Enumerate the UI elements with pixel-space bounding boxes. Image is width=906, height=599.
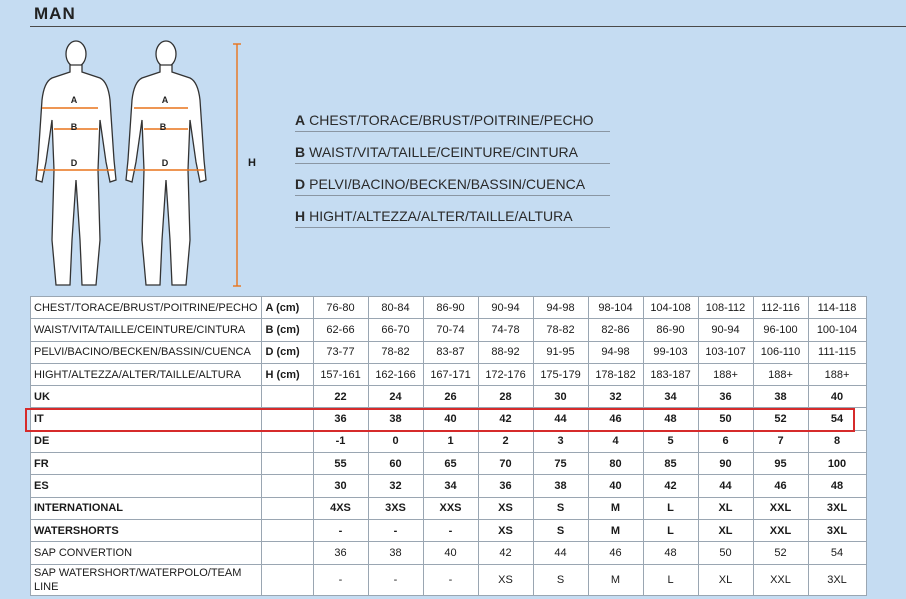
size-row (31, 430, 867, 452)
size-cell: - (313, 564, 368, 595)
size-cell: 3 (533, 430, 588, 452)
size-row (31, 542, 867, 564)
size-cell: XXL (753, 497, 808, 519)
size-cell: 52 (753, 408, 808, 430)
size-cell: XXS (423, 497, 478, 519)
title-divider (30, 26, 906, 27)
size-cell: 22 (313, 386, 368, 408)
size-cell: 90 (698, 453, 753, 475)
page-title: MAN (34, 4, 76, 23)
size-cell: 38 (368, 542, 423, 564)
size-cell: - (423, 564, 478, 595)
size-cell: 188+ (808, 363, 866, 385)
size-row (31, 564, 867, 595)
size-cell: 188+ (698, 363, 753, 385)
size-cell: 30 (533, 386, 588, 408)
size-cell: L (643, 564, 698, 595)
legend-item (295, 100, 610, 132)
size-cell: 36 (313, 542, 368, 564)
back-label-b: B (159, 122, 167, 132)
size-cell: 36 (698, 386, 753, 408)
size-cell: 75 (533, 453, 588, 475)
size-cell: 32 (588, 386, 643, 408)
size-cell: S (533, 564, 588, 595)
legend-text: CHEST/TORACE/BRUST/POITRINE/PECHO (309, 111, 594, 128)
size-cell: 36 (313, 408, 368, 430)
legend-item (295, 196, 610, 228)
row-label: WAIST/VITA/TAILLE/CEINTURE/CINTURA (31, 319, 262, 341)
row-label: SAP CONVERTION (31, 542, 262, 564)
size-cell: 96-100 (753, 319, 808, 341)
legend-letter: B (295, 143, 306, 160)
size-cell: 42 (643, 475, 698, 497)
size-cell: 65 (423, 453, 478, 475)
size-cell: 80 (588, 453, 643, 475)
size-cell: 111-115 (808, 341, 866, 363)
row-unit (261, 475, 313, 497)
size-row (31, 341, 867, 363)
size-cell: 44 (533, 542, 588, 564)
size-cell: 73-77 (313, 341, 368, 363)
size-cell: 80-84 (368, 297, 423, 319)
size-row (31, 386, 867, 408)
size-cell: 40 (423, 542, 478, 564)
row-unit (261, 519, 313, 541)
front-label-b: B (70, 122, 78, 132)
size-cell: 99-103 (643, 341, 698, 363)
size-cell: 4 (588, 430, 643, 452)
size-cell: 108-112 (698, 297, 753, 319)
size-cell: 172-176 (478, 363, 533, 385)
size-cell: 44 (698, 475, 753, 497)
row-label: SAP WATERSHORT/WATERPOLO/TEAM LINE (31, 564, 262, 595)
size-cell: XXL (753, 564, 808, 595)
row-label: IT (31, 408, 262, 430)
front-label-d: D (70, 158, 78, 168)
legend-text: PELVI/BACINO/BECKEN/BASSIN/CUENCA (309, 175, 586, 192)
size-cell: L (643, 519, 698, 541)
back-label-a: A (161, 95, 169, 105)
size-cell: XS (478, 497, 533, 519)
size-cell: 112-116 (753, 297, 808, 319)
size-row (31, 363, 867, 385)
size-cell: S (533, 519, 588, 541)
size-cell: 4XS (313, 497, 368, 519)
size-cell: 38 (533, 475, 588, 497)
size-cell: 2 (478, 430, 533, 452)
size-cell: M (588, 497, 643, 519)
size-cell: S (533, 497, 588, 519)
size-cell: 94-98 (588, 341, 643, 363)
size-cell: 162-166 (368, 363, 423, 385)
size-cell: 8 (808, 430, 866, 452)
size-cell: M (588, 519, 643, 541)
size-cell: XL (698, 564, 753, 595)
size-cell: 48 (643, 408, 698, 430)
size-cell: - (368, 564, 423, 595)
size-cell: L (643, 497, 698, 519)
size-cell: 86-90 (643, 319, 698, 341)
size-cell: 6 (698, 430, 753, 452)
size-row (31, 519, 867, 541)
size-cell: 106-110 (753, 341, 808, 363)
front-label-a: A (70, 95, 78, 105)
size-cell: 38 (368, 408, 423, 430)
size-cell: 42 (478, 408, 533, 430)
row-unit (261, 386, 313, 408)
size-cell: 40 (588, 475, 643, 497)
size-cell: 76-80 (313, 297, 368, 319)
row-label: ES (31, 475, 262, 497)
row-unit: H (cm) (261, 363, 313, 385)
size-cell: 86-90 (423, 297, 478, 319)
size-cell: 62-66 (313, 319, 368, 341)
size-chart-table (30, 296, 867, 596)
size-cell: 183-187 (643, 363, 698, 385)
row-unit: D (cm) (261, 341, 313, 363)
size-cell: 50 (698, 408, 753, 430)
size-cell: 188+ (753, 363, 808, 385)
size-cell: 38 (753, 386, 808, 408)
size-cell: 91-95 (533, 341, 588, 363)
size-cell: XL (698, 497, 753, 519)
size-cell: 24 (368, 386, 423, 408)
size-cell: 3XS (368, 497, 423, 519)
size-cell: 7 (753, 430, 808, 452)
size-cell: 74-78 (478, 319, 533, 341)
size-row (31, 475, 867, 497)
size-row (31, 497, 867, 519)
size-cell: XL (698, 519, 753, 541)
size-cell: 55 (313, 453, 368, 475)
row-label: HIGHT/ALTEZZA/ALTER/TAILLE/ALTURA (31, 363, 262, 385)
size-cell: - (368, 519, 423, 541)
size-cell: XS (478, 564, 533, 595)
size-cell: 3XL (808, 564, 866, 595)
size-cell: 70 (478, 453, 533, 475)
size-cell: 60 (368, 453, 423, 475)
size-cell: 36 (478, 475, 533, 497)
size-cell: 0 (368, 430, 423, 452)
size-cell: 100-104 (808, 319, 866, 341)
row-label: UK (31, 386, 262, 408)
size-cell: 48 (643, 542, 698, 564)
row-label: FR (31, 453, 262, 475)
row-unit (261, 430, 313, 452)
size-row (31, 453, 867, 475)
size-cell: 83-87 (423, 341, 478, 363)
row-label: INTERNATIONAL (31, 497, 262, 519)
row-unit (261, 453, 313, 475)
size-cell: 28 (478, 386, 533, 408)
size-cell: 103-107 (698, 341, 753, 363)
legend-text: HIGHT/ALTEZZA/ALTER/TAILLE/ALTURA (309, 207, 573, 224)
size-cell: 78-82 (533, 319, 588, 341)
row-unit (261, 564, 313, 595)
row-unit (261, 542, 313, 564)
measurement-legend (295, 100, 610, 228)
size-cell: 26 (423, 386, 478, 408)
row-label: CHEST/TORACE/BRUST/POITRINE/PECHO (31, 297, 262, 319)
legend-letter: A (295, 111, 306, 128)
size-cell: 175-179 (533, 363, 588, 385)
size-cell: 94-98 (533, 297, 588, 319)
row-unit (261, 408, 313, 430)
size-cell: M (588, 564, 643, 595)
size-cell: 46 (588, 542, 643, 564)
size-cell: 90-94 (698, 319, 753, 341)
size-row (31, 319, 867, 341)
size-cell: 46 (753, 475, 808, 497)
row-unit (261, 497, 313, 519)
size-cell: XS (478, 519, 533, 541)
size-cell: 3XL (808, 497, 866, 519)
row-unit: B (cm) (261, 319, 313, 341)
size-cell: XXL (753, 519, 808, 541)
size-cell: 167-171 (423, 363, 478, 385)
row-label: PELVI/BACINO/BECKEN/BASSIN/CUENCA (31, 341, 262, 363)
size-cell: 48 (808, 475, 866, 497)
size-cell: 95 (753, 453, 808, 475)
size-row (31, 408, 867, 430)
body-figures-illustration (30, 40, 270, 290)
legend-item (295, 132, 610, 164)
row-label: WATERSHORTS (31, 519, 262, 541)
size-cell: 82-86 (588, 319, 643, 341)
row-label: DE (31, 430, 262, 452)
size-cell: 30 (313, 475, 368, 497)
size-cell: 178-182 (588, 363, 643, 385)
size-cell: 44 (533, 408, 588, 430)
size-cell: 157-161 (313, 363, 368, 385)
legend-letter: H (295, 207, 306, 224)
size-cell: 50 (698, 542, 753, 564)
size-cell: 52 (753, 542, 808, 564)
size-cell: 66-70 (368, 319, 423, 341)
size-cell: - (423, 519, 478, 541)
size-cell: 54 (808, 408, 866, 430)
size-cell: 88-92 (478, 341, 533, 363)
size-cell: 40 (808, 386, 866, 408)
size-cell: - (313, 519, 368, 541)
row-unit: A (cm) (261, 297, 313, 319)
size-cell: 114-118 (808, 297, 866, 319)
legend-letter: D (295, 175, 306, 192)
height-marker-label: H (248, 157, 256, 169)
size-cell: 104-108 (643, 297, 698, 319)
size-cell: 42 (478, 542, 533, 564)
size-cell: 70-74 (423, 319, 478, 341)
size-cell: 34 (643, 386, 698, 408)
legend-item (295, 164, 610, 196)
size-cell: 1 (423, 430, 478, 452)
size-cell: 78-82 (368, 341, 423, 363)
size-cell: 3XL (808, 519, 866, 541)
back-label-d: D (161, 158, 169, 168)
size-cell: 85 (643, 453, 698, 475)
size-cell: 32 (368, 475, 423, 497)
size-cell: 98-104 (588, 297, 643, 319)
size-cell: 5 (643, 430, 698, 452)
size-cell: -1 (313, 430, 368, 452)
size-cell: 90-94 (478, 297, 533, 319)
legend-text: WAIST/VITA/TAILLE/CEINTURE/CINTURA (309, 143, 579, 160)
size-cell: 40 (423, 408, 478, 430)
size-cell: 54 (808, 542, 866, 564)
size-cell: 100 (808, 453, 866, 475)
size-cell: 34 (423, 475, 478, 497)
size-row (31, 297, 867, 319)
size-cell: 46 (588, 408, 643, 430)
